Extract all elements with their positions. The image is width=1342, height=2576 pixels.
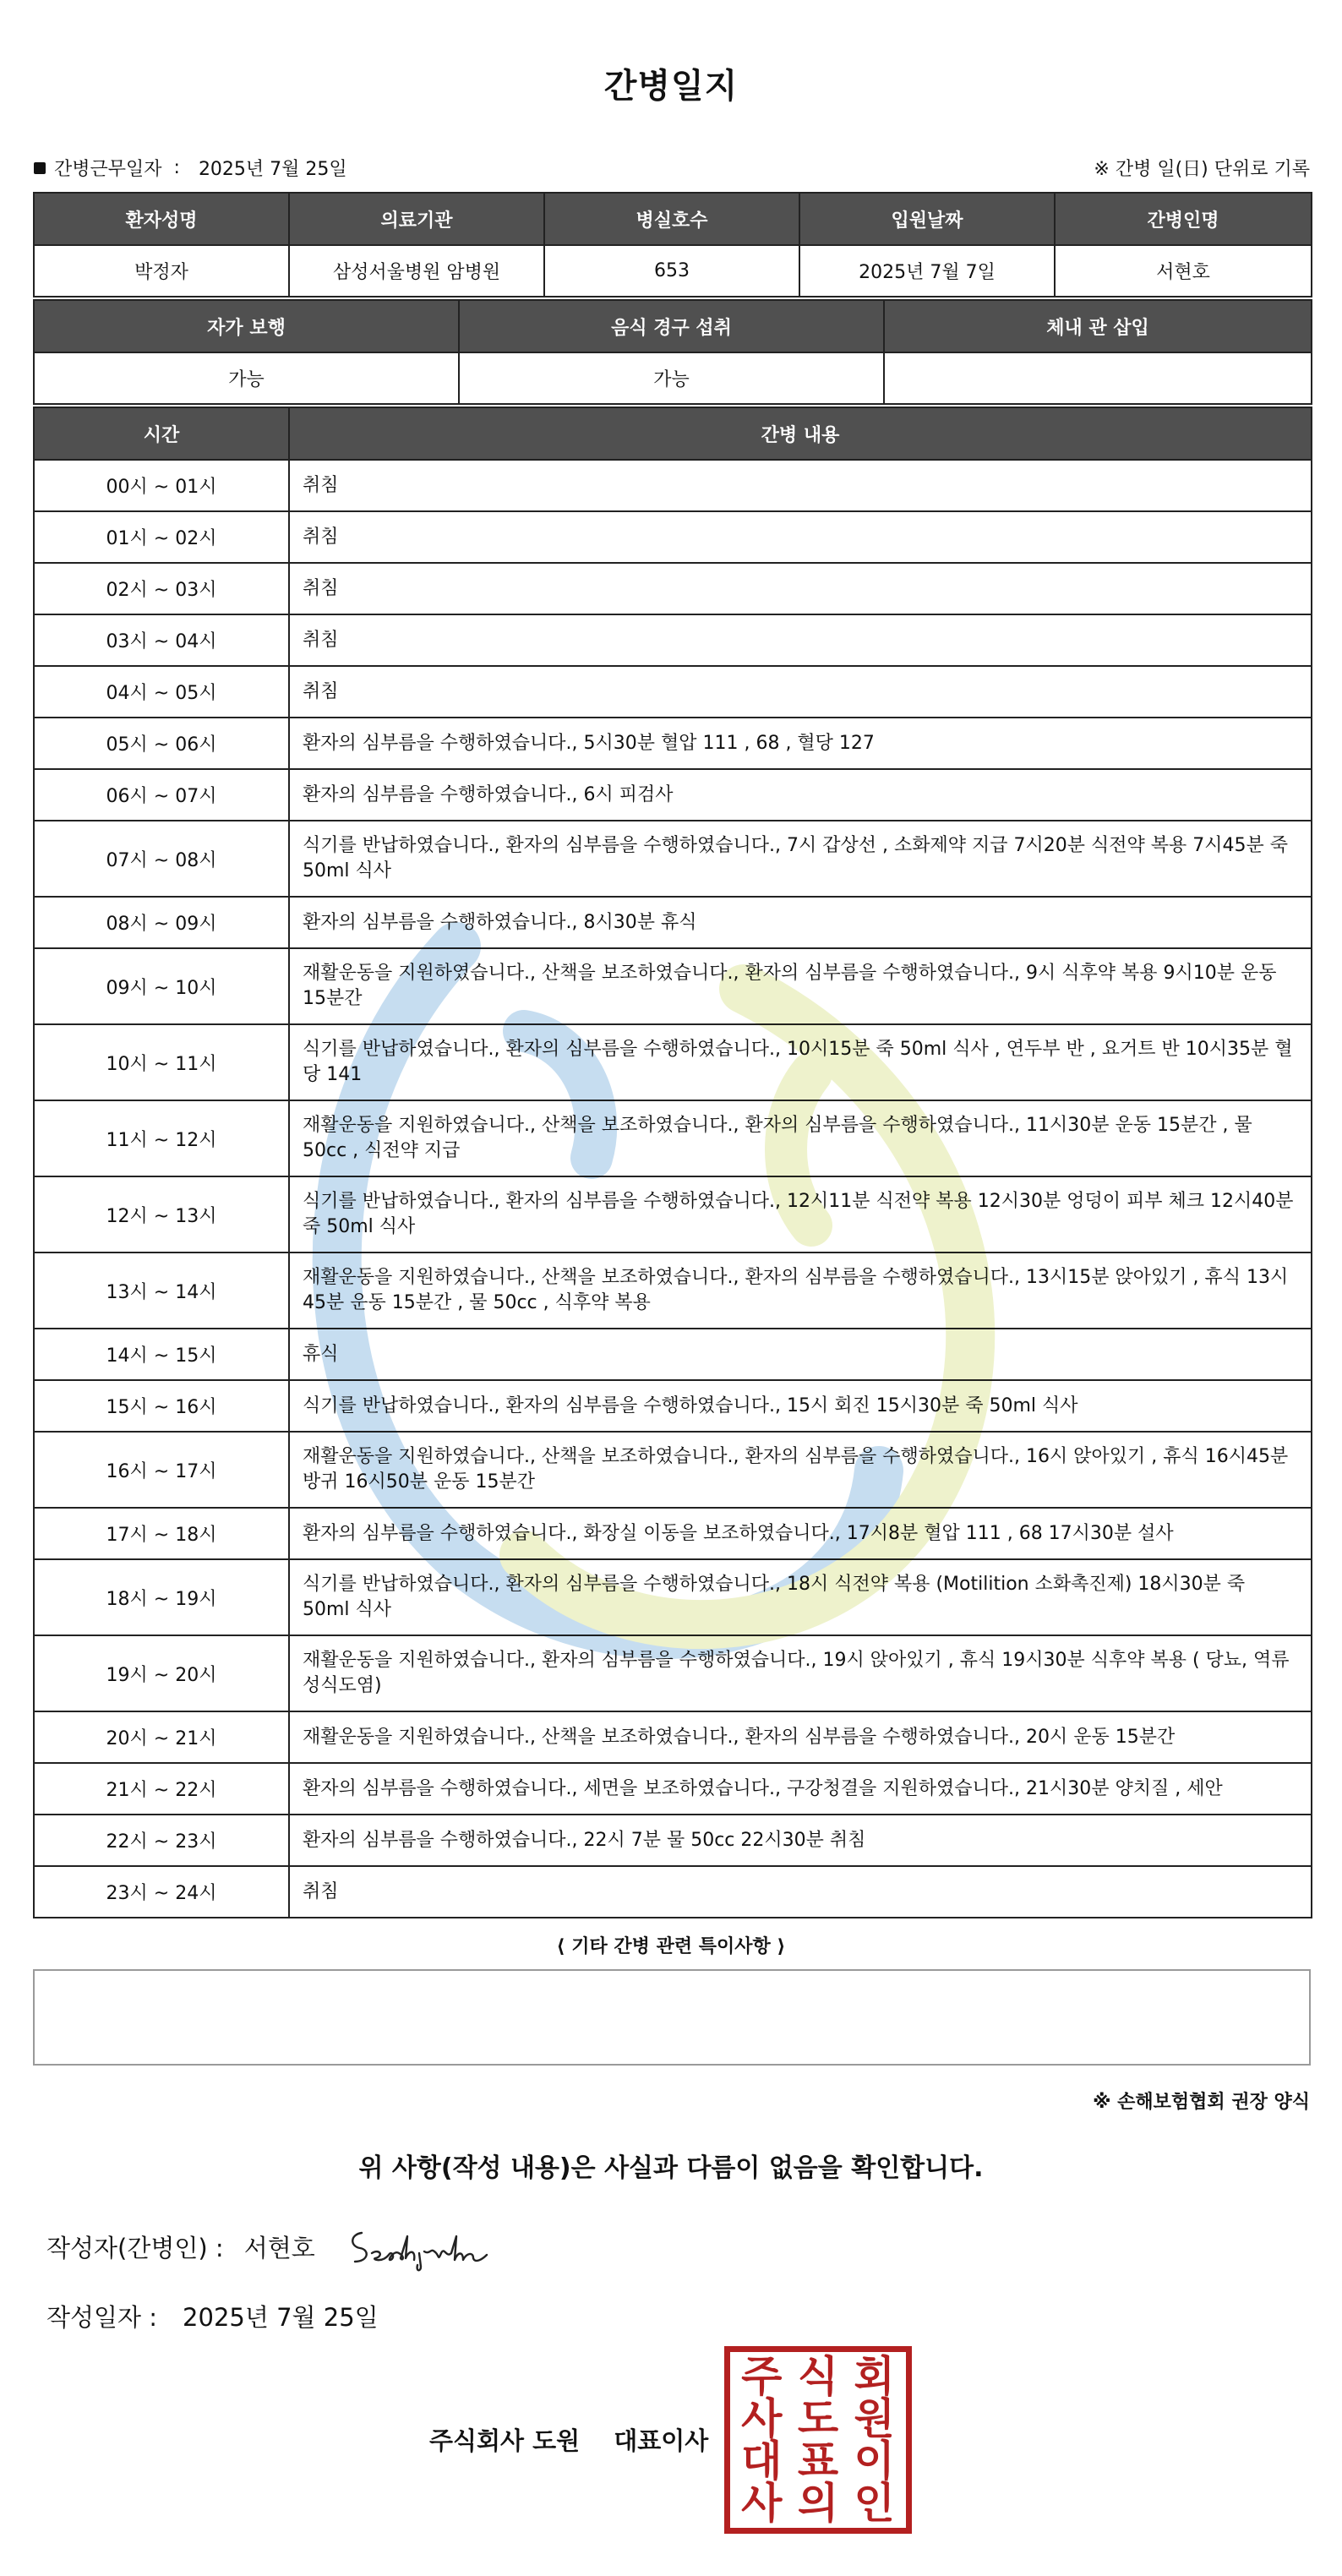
work-date-value: 2025년 7월 25일 — [198, 159, 347, 180]
header-room-number: 병실호수 — [544, 193, 799, 245]
care-row — [34, 460, 1312, 511]
header-tube-insertion: 체내 관 삽입 — [884, 300, 1312, 352]
care-row-content: 환자의 심부름을 수행하였습니다., 화장실 이동을 보조하였습니다., 17시8분 혈압 111 , 68 17시30분 설사 — [289, 1508, 1312, 1559]
care-row — [34, 1176, 1312, 1253]
care-row-content: 취침 — [289, 563, 1312, 614]
work-date-label: 간병근무일자 — [54, 159, 162, 180]
care-row-content: 식기를 반납하였습니다., 환자의 심부름을 수행하였습니다., 15시 회진 15시30분 죽 50ml 식사 — [289, 1380, 1312, 1432]
care-row-content: 환자의 심부름을 수행하였습니다., 5시30분 혈압 111 , 68 , 혈당 127 — [289, 718, 1312, 769]
writer-row — [46, 2229, 315, 2264]
care-row-time: 18시 ~ 19시 — [34, 1559, 289, 1635]
care-row-content: 취침 — [289, 666, 1312, 718]
seal-character: 표 — [797, 2437, 839, 2486]
care-schedule-rows — [34, 460, 1312, 1918]
tube-insertion-value — [884, 352, 1312, 404]
unit-note: ※ 간병 일(日) 단위로 기록 — [1094, 159, 1310, 180]
care-row-content: 재활운동을 지원하였습니다., 산책을 보조하였습니다., 환자의 심부름을 수행하였습니다., 20시 운동 15분간 — [289, 1711, 1312, 1763]
care-schedule-table — [33, 407, 1312, 1918]
oral-intake-value: 가능 — [459, 352, 884, 404]
header-self-walking: 자가 보행 — [34, 300, 459, 352]
care-row-content: 환자의 심부름을 수행하였습니다., 6시 피검사 — [289, 769, 1312, 821]
care-row — [34, 511, 1312, 563]
confirmation-statement: 위 사항(작성 내용)은 사실과 다름이 없음을 확인합니다. — [358, 2153, 984, 2183]
writer-name: 서현호 — [243, 2234, 315, 2262]
care-row — [34, 1815, 1312, 1866]
care-row-time: 14시 ~ 15시 — [34, 1329, 289, 1380]
care-row — [34, 769, 1312, 821]
care-row — [34, 1432, 1312, 1508]
room-number: 653 — [544, 245, 799, 297]
hospital-name: 삼성서울병원 암병원 — [289, 245, 544, 297]
care-row — [34, 1100, 1312, 1176]
written-date-label: 작성일자 : — [46, 2303, 158, 2332]
care-row-content: 재활운동을 지원하였습니다., 산책을 보조하였습니다., 환자의 심부름을 수행하였습니다., 11시30분 운동 15분간 , 물 50cc , 식전약 지급 — [289, 1100, 1312, 1176]
care-row-content: 휴식 — [289, 1329, 1312, 1380]
seal-character: 의 — [797, 2479, 839, 2528]
care-row-time: 13시 ~ 14시 — [34, 1253, 289, 1329]
writer-label: 작성자(간병인) : — [46, 2234, 224, 2262]
patient-info-value-row — [34, 245, 1312, 297]
care-row — [34, 614, 1312, 666]
care-row-time: 15시 ~ 16시 — [34, 1380, 289, 1432]
care-row-content: 재활운동을 지원하였습니다., 산책을 보조하였습니다., 환자의 심부름을 수행하였습니다., 9시 식후약 복용 9시10분 운동 15분간 — [289, 948, 1312, 1024]
care-row — [34, 1329, 1312, 1380]
care-row-content: 취침 — [289, 614, 1312, 666]
care-row-time: 03시 ~ 04시 — [34, 614, 289, 666]
care-row — [34, 666, 1312, 718]
header-care-content: 간병 내용 — [289, 407, 1312, 460]
care-row-content: 식기를 반납하였습니다., 환자의 심부름을 수행하였습니다., 18시 식전약 복용 (Motilition 소화촉진제) 18시30분 죽 50ml 식사 — [289, 1559, 1312, 1635]
patient-name: 박정자 — [34, 245, 289, 297]
care-row-content: 재활운동을 지원하였습니다., 환자의 심부름을 수행하였습니다., 19시 앉아있기 , 휴식 19시30분 식후약 복용 ( 당뇨, 역류성식도염) — [289, 1635, 1312, 1711]
seal-character: 회 — [854, 2352, 895, 2401]
care-row-time: 02시 ~ 03시 — [34, 563, 289, 614]
care-row-time: 17시 ~ 18시 — [34, 1508, 289, 1559]
header-time: 시간 — [34, 407, 289, 460]
header-oral-intake: 음식 경구 섭취 — [459, 300, 884, 352]
patient-status-table — [33, 299, 1312, 405]
care-row — [34, 948, 1312, 1024]
care-row-content: 식기를 반납하였습니다., 환자의 심부름을 수행하였습니다., 7시 갑상선 , 소화제약 지급 7시20분 식전약 복용 7시45분 죽 50ml 식사 — [289, 821, 1312, 897]
care-row-time: 08시 ~ 09시 — [34, 897, 289, 948]
care-row-content: 재활운동을 지원하였습니다., 산책을 보조하였습니다., 환자의 심부름을 수행하였습니다., 16시 앉아있기 , 휴식 16시45분 방귀 16시50분 운동 15분간 — [289, 1432, 1312, 1508]
patient-info-header-row — [34, 193, 1312, 245]
care-row-time: 00시 ~ 01시 — [34, 460, 289, 511]
care-row — [34, 1866, 1312, 1918]
care-row-content: 취침 — [289, 460, 1312, 511]
care-row-content: 취침 — [289, 511, 1312, 563]
care-row — [34, 1559, 1312, 1635]
company-representative-title: 대표이사 — [614, 2426, 709, 2455]
work-date-separator: : — [173, 157, 180, 178]
seal-character: 도 — [797, 2394, 839, 2443]
special-notes-label: ⟨ 기타 간병 관련 특이사항 ⟩ — [556, 1936, 786, 1957]
patient-status-header-row — [34, 300, 1312, 352]
header-caregiver-name: 간병인명 — [1055, 193, 1312, 245]
seal-character: 원 — [854, 2394, 895, 2443]
care-row-content: 환자의 심부름을 수행하였습니다., 8시30분 휴식 — [289, 897, 1312, 948]
care-row — [34, 1024, 1312, 1100]
seal-character: 식 — [797, 2352, 839, 2401]
care-row — [34, 1635, 1312, 1711]
care-row-content: 환자의 심부름을 수행하였습니다., 22시 7분 물 50cc 22시30분 취침 — [289, 1815, 1312, 1866]
care-row-content: 환자의 심부름을 수행하였습니다., 세면을 보조하였습니다., 구강청결을 지원하였습니다., 21시30분 양치질 , 세안 — [289, 1763, 1312, 1815]
care-row — [34, 897, 1312, 948]
seal-character: 사 — [741, 2479, 783, 2528]
care-row-time: 20시 ~ 21시 — [34, 1711, 289, 1763]
care-row-time: 05시 ~ 06시 — [34, 718, 289, 769]
care-row-time: 11시 ~ 12시 — [34, 1100, 289, 1176]
care-row-time: 19시 ~ 20시 — [34, 1635, 289, 1711]
patient-info-table — [33, 192, 1312, 297]
care-row-content: 식기를 반납하였습니다., 환자의 심부름을 수행하였습니다., 12시11분 식전약 복용 12시30분 엉덩이 피부 체크 12시40분 죽 50ml 식사 — [289, 1176, 1312, 1253]
care-row — [34, 1253, 1312, 1329]
care-row-time: 01시 ~ 02시 — [34, 511, 289, 563]
care-schedule-header-row — [34, 407, 1312, 460]
care-row — [34, 563, 1312, 614]
care-row-time: 23시 ~ 24시 — [34, 1866, 289, 1918]
handwritten-signature — [346, 2224, 499, 2275]
company-name: 주식회사 도원 — [429, 2426, 581, 2455]
special-notes-box — [33, 1969, 1311, 2066]
care-row-time: 10시 ~ 11시 — [34, 1024, 289, 1100]
company-seal-stamp — [724, 2346, 912, 2534]
care-row-time: 16시 ~ 17시 — [34, 1432, 289, 1508]
care-row-time: 12시 ~ 13시 — [34, 1176, 289, 1253]
care-row-content: 식기를 반납하였습니다., 환자의 심부름을 수행하였습니다., 10시15분 죽 50ml 식사 , 연두부 반 , 요거트 반 10시35분 혈당 141 — [289, 1024, 1312, 1100]
care-row-content: 재활운동을 지원하였습니다., 산책을 보조하였습니다., 환자의 심부름을 수행하였습니다., 13시15분 앉아있기 , 휴식 13시45분 운동 15분간 , 물 50cc , 식후약 복용 — [289, 1253, 1312, 1329]
recommend-note: ※ 손해보험협회 권장 양식 — [1093, 2092, 1310, 2113]
header-hospital: 의료기관 — [289, 193, 544, 245]
care-row-time: 06시 ~ 07시 — [34, 769, 289, 821]
caregiver-name: 서현호 — [1055, 245, 1312, 297]
care-row — [34, 718, 1312, 769]
seal-character: 이 — [854, 2437, 895, 2486]
care-row-time: 21시 ~ 22시 — [34, 1763, 289, 1815]
care-row-time: 04시 ~ 05시 — [34, 666, 289, 718]
self-walking-value: 가능 — [34, 352, 459, 404]
company-row — [429, 2422, 708, 2457]
written-date-value: 2025년 7월 25일 — [183, 2303, 379, 2332]
seal-character: 주 — [741, 2352, 783, 2401]
care-row-time: 22시 ~ 23시 — [34, 1815, 289, 1866]
care-row — [34, 1380, 1312, 1432]
care-row — [34, 1763, 1312, 1815]
care-row-time: 07시 ~ 08시 — [34, 821, 289, 897]
header-admission-date: 입원날짜 — [799, 193, 1055, 245]
care-row-time: 09시 ~ 10시 — [34, 948, 289, 1024]
seal-character: 사 — [741, 2394, 783, 2443]
admission-date: 2025년 7월 7일 — [799, 245, 1055, 297]
care-row — [34, 821, 1312, 897]
header-patient-name: 환자성명 — [34, 193, 289, 245]
page-title: 간병일지 — [603, 67, 739, 106]
work-date-row — [34, 155, 347, 181]
seal-character: 인 — [854, 2479, 895, 2528]
square-bullet-icon — [34, 162, 46, 174]
patient-status-value-row — [34, 352, 1312, 404]
care-row — [34, 1508, 1312, 1559]
written-date-row — [46, 2299, 379, 2333]
care-row — [34, 1711, 1312, 1763]
seal-character: 대 — [741, 2437, 783, 2486]
care-row-content: 취침 — [289, 1866, 1312, 1918]
